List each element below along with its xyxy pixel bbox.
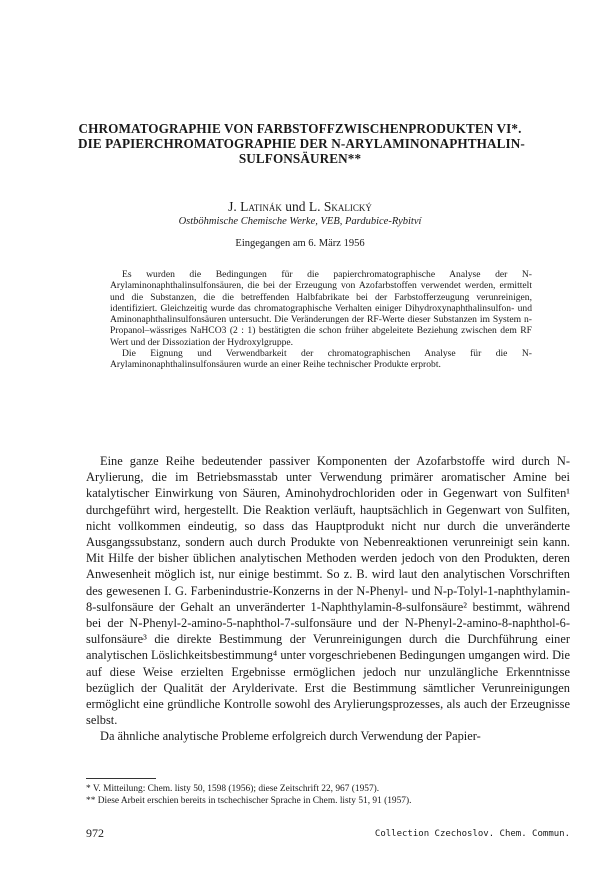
title-line: DIE PAPIERCHROMATOGRAPHIE DER N-ARYLAMINONAPHTHALIN-	[78, 136, 525, 151]
abstract-paragraph: Es wurden die Bedingungen für die papierchromatographische Analyse der N-Arylaminonaphthalinsulfonsäuren, die bei der Erzeugung von Azofarbstoffen verwendet werden, ermittelt und die Substanzen, die die betreffenden Halbfabrikate bei der Farbstofferzeugung verunreinigen, identifiziert. Gleichzeitig wurde das chromatographische Verhalten einiger Dihydroxynaphthalinsulfon- und Aminonaphthalinsulfonsäuren untersucht. Die Veränderungen der RF-Werte dieser Substanzen im System n-Propanol–wässriges NaHCO3 (2 : 1) bestätigten die schon früher abgeleitete Beziehung zwischen dem RF Wert und der Dissoziation der Hydroxylgruppe.	[110, 269, 532, 348]
abstract-paragraph: Die Eignung und Verwendbarkeit der chromatographischen Analyse für die N-Arylaminonaphthalinsulfonsäuren wurde an einer Reihe technischer Produkte erprobt.	[110, 348, 532, 371]
journal-name: Collection Czechoslov. Chem. Commun.	[374, 829, 570, 839]
body-paragraph: Da ähnliche analytische Probleme erfolgreich durch Verwendung der Papier-	[100, 729, 481, 744]
affiliation: Ostböhmische Chemische Werke, VEB, Pardubice-Rybitví	[178, 216, 422, 227]
footnote: ** Diese Arbeit erschien bereits in tschechischer Sprache in Chem. listy 51, 91 (1957).	[86, 796, 412, 806]
body-text	[86, 453, 570, 745]
abstract	[110, 269, 532, 371]
authors	[0, 199, 600, 215]
received-date: Eingegangen am 6. März 1956	[235, 238, 365, 249]
title-line: SULFONSÄUREN**	[238, 151, 362, 166]
page-number: 972	[86, 826, 104, 840]
footnotes	[86, 783, 570, 807]
footnote-rule	[86, 778, 156, 779]
author-1-initial: J.	[228, 199, 241, 214]
article-title	[78, 121, 525, 166]
author-2-initial: L.	[308, 199, 324, 214]
body-paragraph: Eine ganze Reihe bedeutender passiver Komponenten der Azofarbstoffe wird durch N-Arylierung, die im Betriebsmasstab unter Verwendung primärer aromatischer Amine bei katalytischer Einwirkung von Säuren, Aminohydrochloriden oder in Gegenwart von Sulfiten¹ durchgeführt wird, hergestellt. Die Reaktion verläuft, hauptsächlich in Gegenwart von Sulfiten, nicht vollkommen eindeutig, so dass das Hauptprodukt nicht nur durch die unveränderte Ausgangssubstanz, sondern auch durch Produkte von Nebenreaktionen verunreinigt sein kann. Mit Hilfe der bisher üblichen analytischen Methoden werden jedoch von den Produkten, deren Anwesenheit möglich ist, nur einige bestimmt. So z. B. wird laut den analytischen Vorschriften des gewesenen I. G. Farbenindustrie-Konzerns in der N-Phenyl- und N-p-Tolyl-1-naphthylamin-8-sulfonsäure der Gehalt an unveränderter 1-Naphthylamin-8-sulfonsäure² bestimmt, während bei der N-Phenyl-2-amino-5-naphthol-7-sulfonsäure und der N-Phenyl-2-amino-8-naphthol-6-sulfonsäure³ die direkte Bestimmung der Verunreinigungen durch die Durchführung einer analytischen Löslichkeitsbestimmung⁴ unter vorgeschriebenen Bedingungen umgangen wird. Die auf diese Weise erzielten Ergebnisse ermöglichen jedoch nur unzulängliche Erkenntnisse bezüglich der Qualität der Arylderivate. Erst die Bestimmung sämtlicher Verunreinigungen ermöglicht eine gründliche Kontrolle sowohl des Arylierungsprozesses, als auch der Erzeugnisse selbst.	[86, 454, 570, 728]
footnote: * V. Mitteilung: Chem. listy 50, 1598 (1956); diese Zeitschrift 22, 967 (1957).	[86, 784, 380, 794]
authors-conjunction: und	[281, 199, 309, 214]
author-1-name: Latinák	[240, 199, 282, 214]
title-line: CHROMATOGRAPHIE VON FARBSTOFFZWISCHENPRODUKTEN VI*.	[78, 121, 522, 136]
author-2-name: Skalický	[323, 199, 372, 214]
